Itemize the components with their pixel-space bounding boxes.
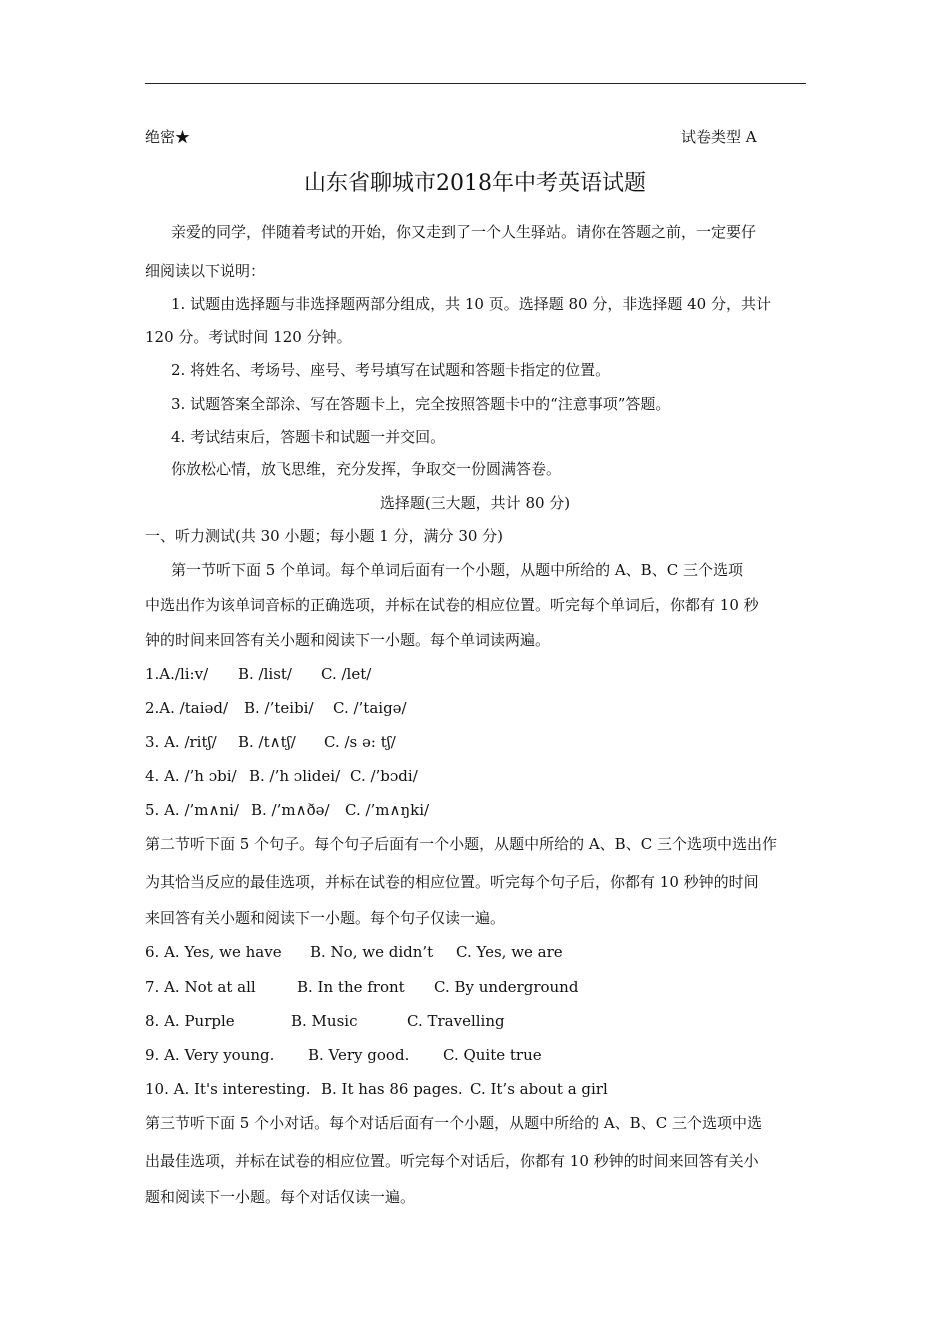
question-5: [145, 800, 429, 820]
question-6: [145, 942, 563, 962]
option-b: B. /’h ɔlidei/: [249, 767, 341, 785]
instruction-1-cont: 120 分。考试时间 120 分钟。: [145, 328, 352, 346]
option-a: 10. A. It's interesting.: [145, 1080, 311, 1098]
option-a: 3. A. /ritʃ/: [145, 733, 217, 751]
option-b: B. /’m∧ðə/: [251, 801, 330, 819]
option-b: B. /’teibi/: [244, 699, 314, 717]
section2-instruction: 第二节听下面 5 个句子。每个句子后面有一个小题，从题中所给的 A、B、C 三个选项中选出作: [145, 835, 777, 853]
question-7: [145, 977, 578, 997]
option-c: C. /let/: [321, 665, 372, 683]
section3-instruction: 出最佳选项，并标在试卷的相应位置。听完每个对话后，你都有 10 秒钟的时间来回答有关小: [145, 1152, 759, 1170]
option-c: C. Yes, we are: [456, 943, 563, 961]
top-rule: [145, 83, 806, 84]
section3-instruction: 第三节听下面 5 个小对话。每个对话后面有一个小题，从题中所给的 A、B、C 三个选项中选: [145, 1114, 762, 1132]
intro-line: 亲爱的同学，伴随着考试的开始，你又走到了一个人生驿站。请你在答题之前，一定要仔: [171, 223, 757, 241]
option-b: B. It has 86 pages.: [321, 1080, 463, 1098]
option-a: 7. A. Not at all: [145, 978, 256, 996]
section2-instruction: 来回答有关小题和阅读下一小题。每个句子仅读一遍。: [145, 909, 506, 927]
option-a: 1.A./li:v/: [145, 665, 209, 683]
option-a: 4. A. /’h ɔbi/: [145, 767, 237, 785]
question-1: [145, 664, 371, 684]
question-8: [145, 1011, 505, 1031]
option-b: B. No, we didn’t: [310, 943, 434, 961]
option-c: C. Travelling: [407, 1012, 505, 1030]
option-c: C. It’s about a girl: [470, 1080, 608, 1098]
intro-line: 细阅读以下说明：: [145, 262, 266, 280]
section2-instruction: 为其恰当反应的最佳选项，并标在试卷的相应位置。听完每个句子后，你都有 10 秒钟的时间: [145, 873, 759, 891]
option-a: 9. A. Very young.: [145, 1046, 275, 1064]
option-b: B. In the front: [297, 978, 405, 996]
option-b: B. Very good.: [308, 1046, 410, 1064]
encouragement: 你放松心情，放飞思维，充分发挥，争取交一份圆满答卷。: [171, 460, 562, 478]
option-c: C. /’taigə/: [333, 699, 407, 717]
part-heading: 选择题(三大题，共计 80 分): [379, 494, 571, 512]
option-c: C. /s ə: tʃ/: [324, 733, 396, 751]
question-2: [145, 698, 407, 718]
instruction-1: 1. 试题由选择题与非选择题两部分组成，共 10 页。选择题 80 分，非选择题 40 分，共计: [171, 295, 771, 313]
option-a: 5. A. /’m∧ni/: [145, 801, 239, 819]
page-title: 山东省聊城市2018年中考英语试题: [304, 171, 646, 196]
option-a: 6. A. Yes, we have: [145, 943, 282, 961]
instruction-4: 4. 考试结束后，答题卡和试题一并交回。: [171, 428, 446, 446]
paper-type-label: 试卷类型 A: [681, 128, 757, 146]
section-heading: 一、听力测试(共 30 小题；每小题 1 分，满分 30 分): [145, 527, 504, 545]
option-b: B. /list/: [238, 665, 292, 683]
option-c: C. Quite true: [443, 1046, 542, 1064]
option-a: 2.A. /taiəd/: [145, 699, 229, 717]
option-c: C. /’m∧ŋki/: [345, 801, 430, 819]
option-b: B. Music: [291, 1012, 358, 1030]
question-3: [145, 732, 396, 752]
instruction-3: 3. 试题答案全部涂、写在答题卡上，完全按照答题卡中的“注意事项”答题。: [171, 395, 671, 413]
question-10: [145, 1079, 608, 1099]
secret-label: 绝密★: [145, 128, 191, 146]
section1-instruction: 第一节听下面 5 个单词。每个单词后面有一个小题，从题中所给的 A、B、C 三个选项: [171, 561, 743, 579]
question-4: [145, 766, 418, 786]
option-c: C. By underground: [434, 978, 579, 996]
question-9: [145, 1045, 542, 1065]
option-b: B. /t∧tʃ/: [238, 733, 296, 751]
section3-instruction: 题和阅读下一小题。每个对话仅读一遍。: [145, 1188, 416, 1206]
option-c: C. /’bɔdi/: [350, 767, 418, 785]
option-a: 8. A. Purple: [145, 1012, 235, 1030]
instruction-2: 2. 将姓名、考场号、座号、考号填写在试题和答题卡指定的位置。: [171, 361, 611, 379]
section1-instruction: 钟的时间来回答有关小题和阅读下一小题。每个单词读两遍。: [145, 631, 551, 649]
section1-instruction: 中选出作为该单词音标的正确选项，并标在试卷的相应位置。听完每个单词后，你都有 10 秒: [145, 596, 759, 614]
